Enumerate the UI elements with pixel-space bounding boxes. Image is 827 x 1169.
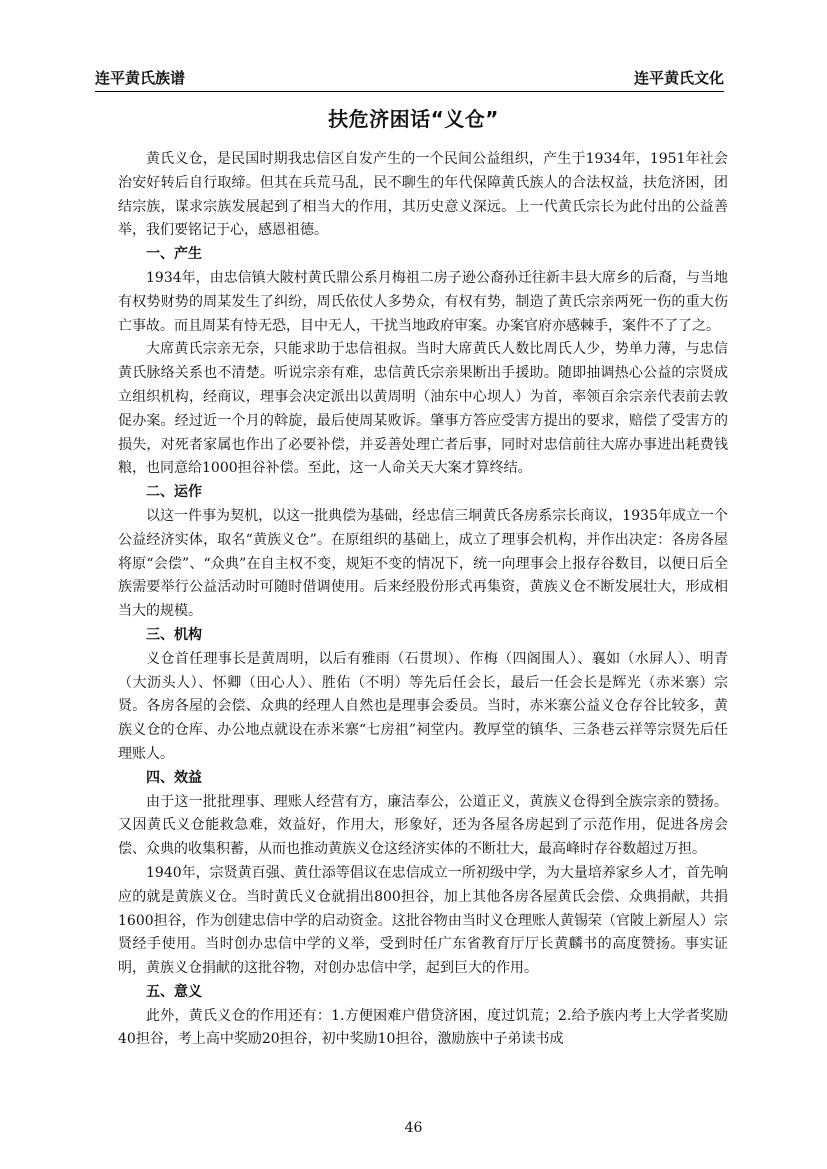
section-paragraph: 义仓首任理事长是黄周明，以后有雅雨（石贯坝）、作梅（四阁围人）、襄如（水屛人）、明青（大沥头人）、怀卿（田心人）、胜佑（不明）等先后任会长，最后一任会长是辉光（赤米寨）宗贤。各房各屋的会偿、众典的经理人自然也是理事会委员。当时，赤米寨公益义仓存谷比较多，黄族义仓的仓库、办公地点就设在赤米寨“七房祖”祠堂内。教厚堂的镇华、三条巷云祥等宗贤先后任理账人。	[118, 650, 728, 762]
page-number: 46	[404, 1120, 423, 1136]
article-title: 扶危济困话“义仓”	[328, 107, 499, 131]
section-heading: 四、效益	[146, 769, 202, 786]
section-paragraph: 以这一件事为契机，以这一批典偿为基础，经忠信三垌黄氏各房系宗长商议，1935年成立一个公益经济实体，取名“黄族义仓”。在原组织的基础上，成立了理事会机构，并作出决定：各房各屋将原“会偿”、“众典”在自主权不变，规矩不变的情况下，统一向理事会上报存谷数目，以便日后全族需要举行公益活动时可随时借调使用。后来经股份形式再集资，黄族义仓不断发展壮大，形成相当大的规模。	[118, 507, 728, 620]
section-heading: 二、运作	[146, 484, 202, 501]
section-paragraph: 大席黄氏宗亲无奈，只能求助于忠信祖叔。当时大席黄氏人数比周氏人少，势单力薄，与忠信黄氏脉络关系也不清楚。听说宗亲有难，忠信黄氏宗亲果断出手援助。随即抽调热心公益的宗贤成立组织机构，经商议，理事会决定派出以黄周明（油东中心坝人）为首，率领百余宗亲代表前去敦促办案。经过近一个月的斡旋，最后使周某败诉。肇事方答应受害方提出的要求，赔偿了受害方的损失，对死者家属也作出了必要补偿，并妥善处理亡者后事，同时对忠信前往大席办事进出耗费钱粮，也同意给1000担谷补偿。至此，这一人命关天大案才算终结。	[118, 341, 728, 477]
header-right-title: 连平黄氏文化	[633, 69, 724, 87]
article-body	[118, 148, 728, 1052]
page-header	[95, 62, 724, 92]
intro-paragraph: 黄氏义仓，是民国时期我忠信区自发产生的一个民间公益组织，产生于1934年，1951年社会治安好转后自行取缔。但其在兵荒马乱，民不聊生的年代保障黄氏族人的合法权益，扶危济困，团结宗族，谋求宗族发展起到了相当大的作用，其历史意义深远。上一代黄氏宗长为此付出的公益善举，我们要铭记于心，感恩祖德。	[118, 151, 728, 239]
section-heading: 五、意义	[146, 983, 202, 1000]
section-paragraph: 由于这一批批理事、理账人经营有方，廉洁奉公，公道正义，黄族义仓得到全族宗亲的赞扬。又因黄氏义仓能救急难，效益好，作用大，形象好，还为各屋各房起到了示范作用，促进各房会偿、众典的收集积蓄，从而也推动黄族义仓这经济实体的不断壮大，最高峰时存谷数超过万担。	[118, 793, 728, 858]
section-heading: 一、产生	[146, 246, 202, 263]
section-heading: 三、机构	[146, 626, 202, 643]
header-left-title: 连平黄氏族谱	[95, 69, 186, 87]
section-paragraph: 1940年，宗贤黄百强、黄仕添等倡议在忠信成立一所初级中学，为大量培养家乡人才，首先响应的就是黄族义仓。当时黄氏义仓就捐出800担谷，加上其他各房各屋黄氏会偿、众典捐献，共捐1600担谷，作为创建忠信中学的启动资金。这批谷物由当时义仓理账人黄锡荣（官陂上新屋人）宗贤经手使用。当时创办忠信中学的义举，受到时任广东省教育厅厅长黄麟书的高度赞扬。事实证明，黄族义仓捐献的这批谷物，对创办忠信中学，起到巨大的作用。	[118, 864, 728, 977]
section-paragraph: 此外，黄氏义仓的作用还有：1.方便困难户借贷济困，度过饥荒；2.给予族内考上大学者奖励40担谷，考上高中奖励20担谷，初中奖励10担谷，激励族中子弟读书成	[118, 1007, 728, 1048]
section-paragraph: 1934年，由忠信镇大陂村黄氏鼎公系月梅祖二房子逊公裔孙迁往新丰县大席乡的后裔，与当地有权势财势的周某发生了纠纷，周氏依仗人多势众，有权有势，制造了黄氏宗亲两死一伤的重大伤亡事故。而且周某有恃无恐，目中无人，干扰当地政府审案。办案官府亦感棘手，案件不了了之。	[118, 269, 728, 334]
